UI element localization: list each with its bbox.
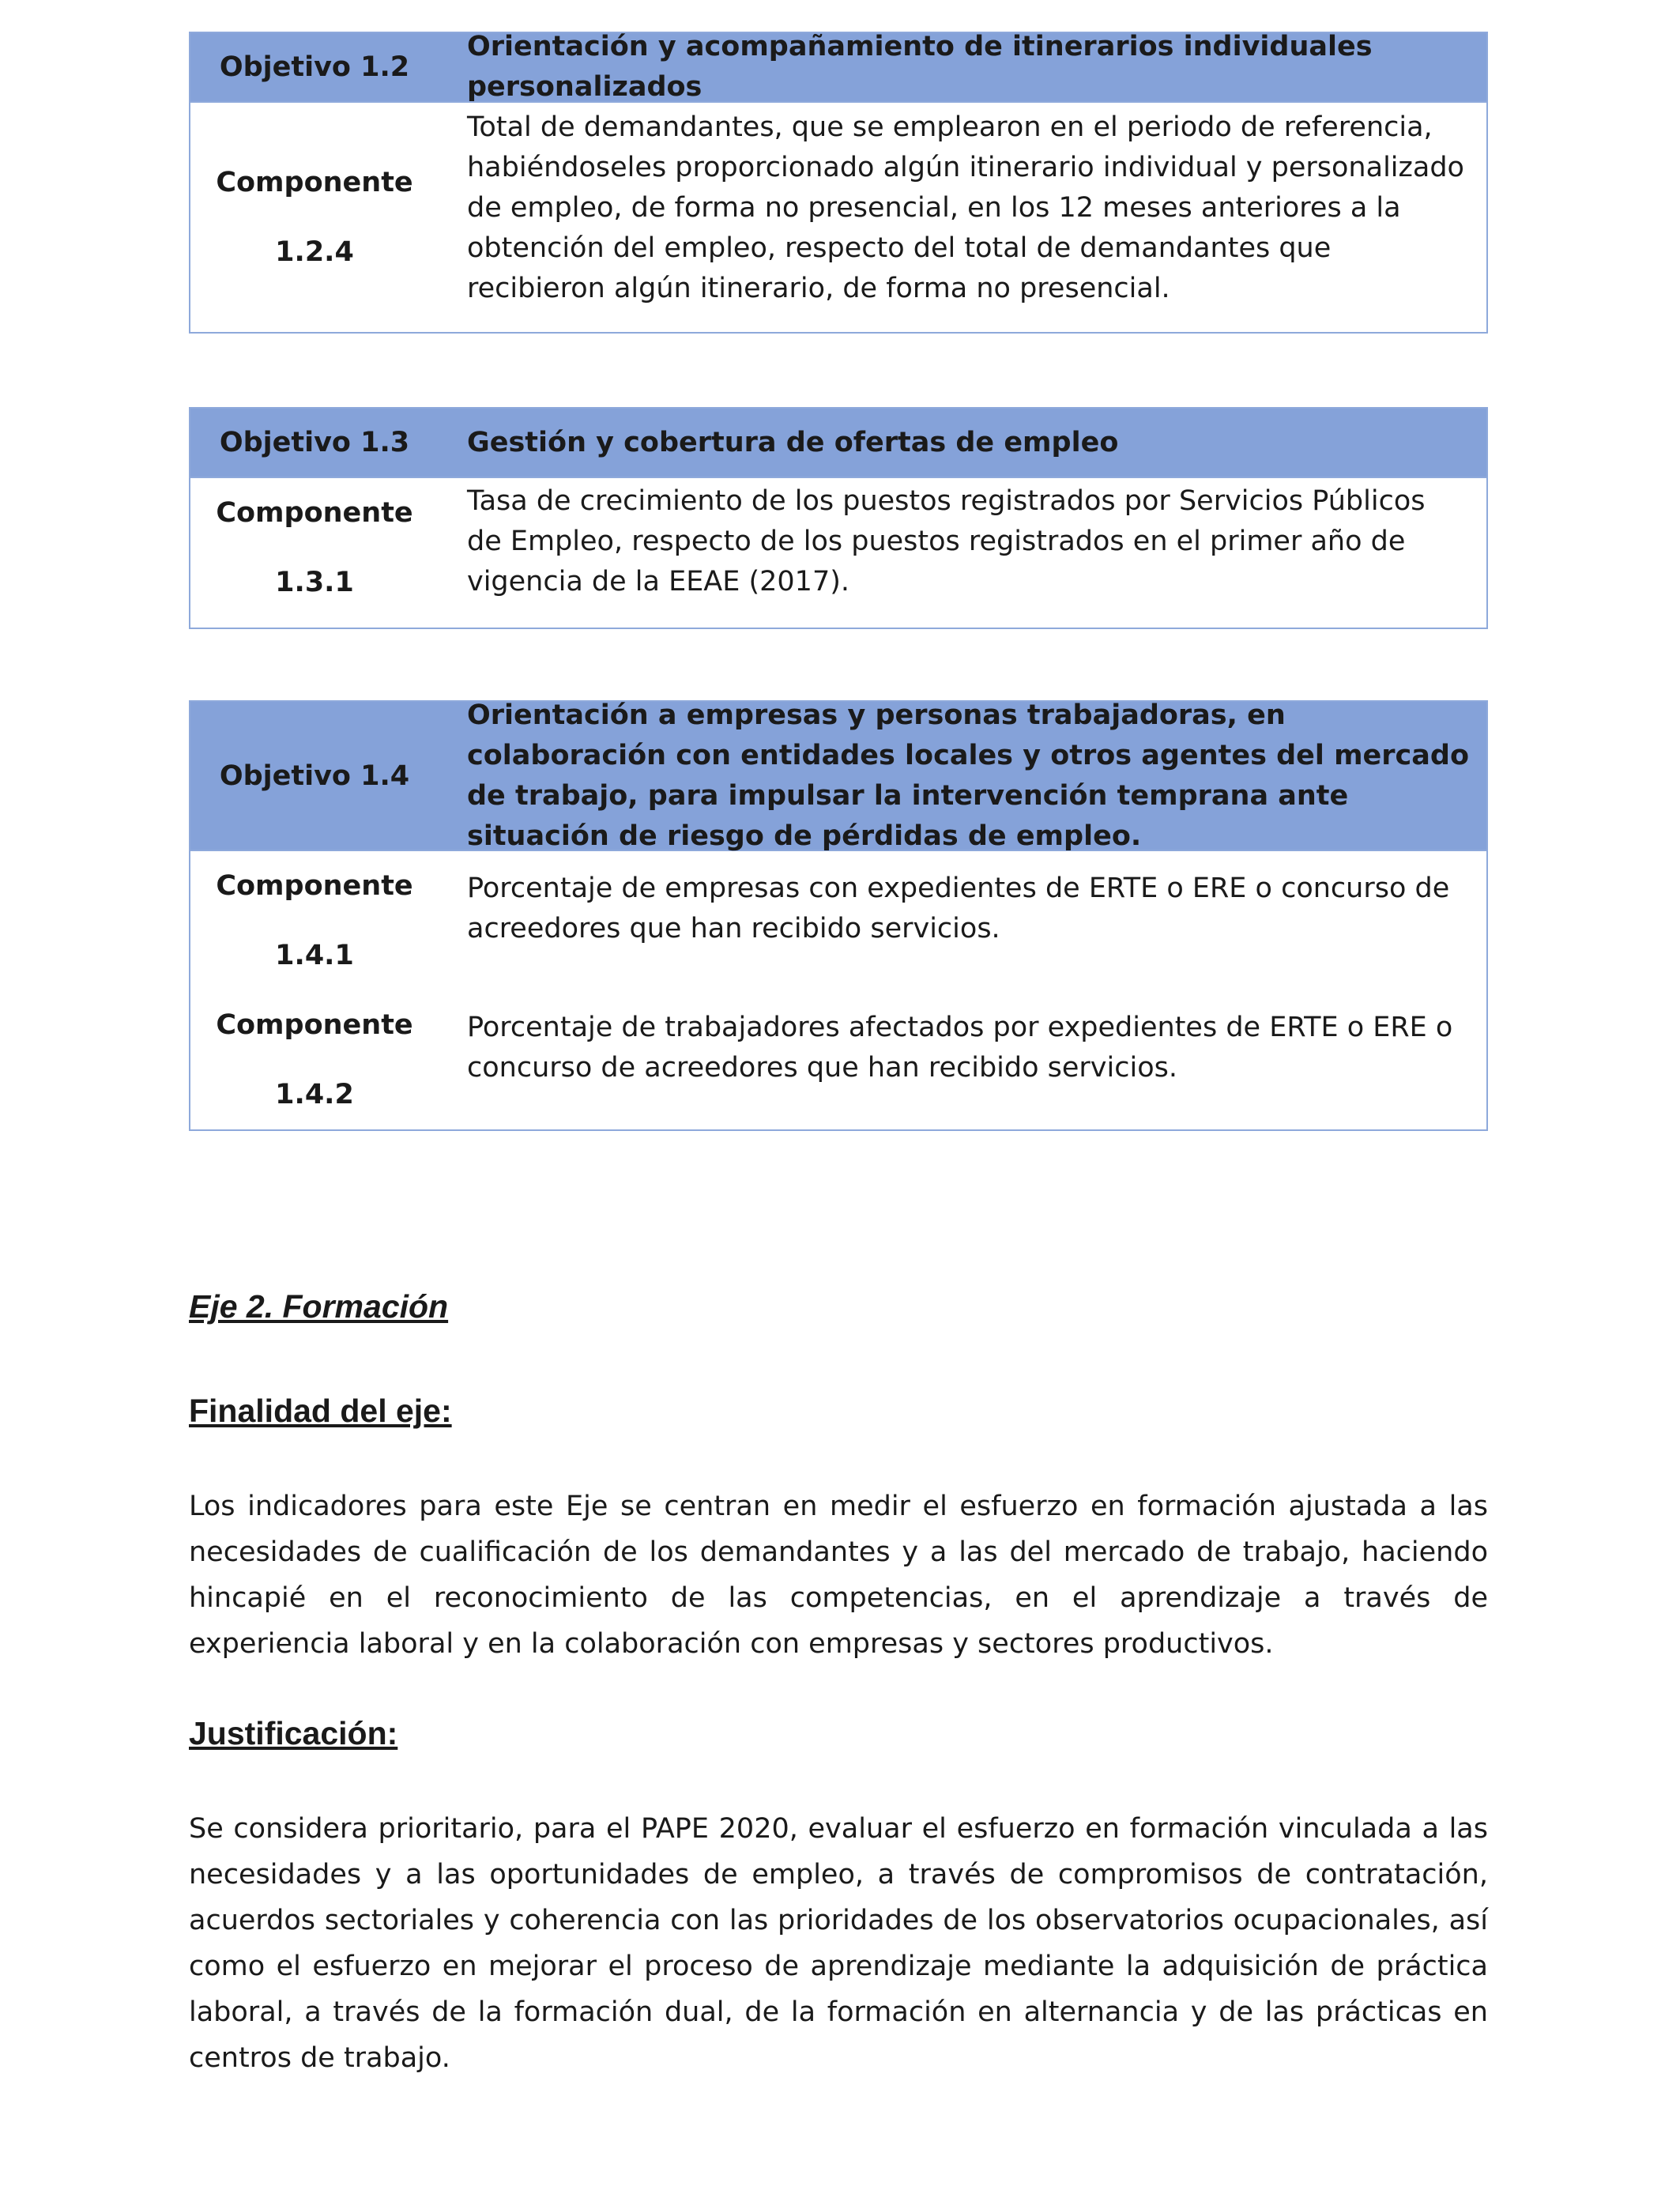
objective-table-1-4 xyxy=(189,700,1488,1131)
objective-header xyxy=(190,409,1486,478)
objective-header xyxy=(190,699,1486,852)
justificacion-paragraph: Se considera prioritario, para el PAPE 2020, evaluar el esfuerzo en formación vinculada a las necesidades y a las oportunidades de empleo, a través de compromisos de contratación, acuerdos sectoriales y coherencia con las prioridades de los observatorios ocupacionales, así como el esfuerzo en mejorar el proceso de aprendizaje mediante la adquisición de práctica laboral, a través de la formación dual, de la formación en alternancia y de las prácticas en centros de trabajo. xyxy=(189,1813,1488,2074)
component-label xyxy=(190,148,439,287)
component-label-text: Componente xyxy=(216,497,413,529)
objective-title: Gestión y cobertura de ofertas de empleo xyxy=(467,426,1119,458)
component-description: Porcentaje de empresas con expedientes de ERTE o ERE o concurso de acreedores que han recibido servicios. xyxy=(467,873,1450,944)
component-description: Porcentaje de trabajadores afectados por expedientes de ERTE o ERE o concurso de acreedores que han recibido servicios. xyxy=(467,1012,1453,1084)
objective-table-1-2 xyxy=(189,32,1488,334)
component-label xyxy=(190,990,439,1129)
component-number: 1.4.2 xyxy=(275,1079,354,1110)
component-row xyxy=(190,990,1486,1129)
objective-header xyxy=(190,33,1486,103)
component-description: Tasa de crecimiento de los puestos registrados por Servicios Públicos de Empleo, respecto de los puestos registrados en el primer año de vigencia de la EEAE (2017). xyxy=(467,485,1426,598)
component-number: 1.3.1 xyxy=(275,567,354,598)
objective-label: Objetivo 1.2 xyxy=(219,51,410,83)
objective-table-1-3 xyxy=(189,407,1488,629)
component-description: Total de demandantes, que se emplearon en el periodo de referencia, habiéndoseles proporcionado algún itinerario individual y personalizado de empleo, de forma no presencial, en los 12 meses anteriores a la obtención del empleo, respecto del total de demandantes que recibieron algún itinerario, de forma no presencial. xyxy=(467,111,1464,304)
eje-title: Eje 2. Formación xyxy=(189,1288,449,1325)
component-number: 1.2.4 xyxy=(275,236,354,268)
component-label xyxy=(190,478,439,628)
objective-title: Orientación a empresas y personas trabajadoras, en colaboración con entidades locales y otros agentes del mercado de trabajo, para impulsar la intervención temprana ante situación de riesgo de pérdidas de empleo. xyxy=(467,699,1470,852)
objective-title: Orientación y acompañamiento de itinerarios individuales personalizados xyxy=(467,31,1373,103)
component-label-text: Componente xyxy=(216,870,413,902)
component-row xyxy=(190,103,1486,332)
justificacion-heading: Justificación: xyxy=(189,1715,398,1751)
finalidad-paragraph: Los indicadores para este Eje se centran en medir el esfuerzo en formación ajustada a las necesidades de cualificación de los demandantes y a las del mercado de trabajo, haciendo hincapié en el reconocimiento de las competencias, en el aprendizaje a través de experiencia laboral y en la colaboración con empresas y sectores productivos. xyxy=(189,1491,1488,1660)
component-number: 1.4.1 xyxy=(275,940,354,971)
component-label-text: Componente xyxy=(216,167,413,198)
objective-label: Objetivo 1.3 xyxy=(219,427,410,458)
component-label xyxy=(190,851,439,990)
component-row xyxy=(190,851,1486,990)
finalidad-heading: Finalidad del eje: xyxy=(189,1393,452,1429)
component-row xyxy=(190,478,1486,628)
objective-label: Objetivo 1.4 xyxy=(219,760,410,792)
component-label-text: Componente xyxy=(216,1009,413,1041)
